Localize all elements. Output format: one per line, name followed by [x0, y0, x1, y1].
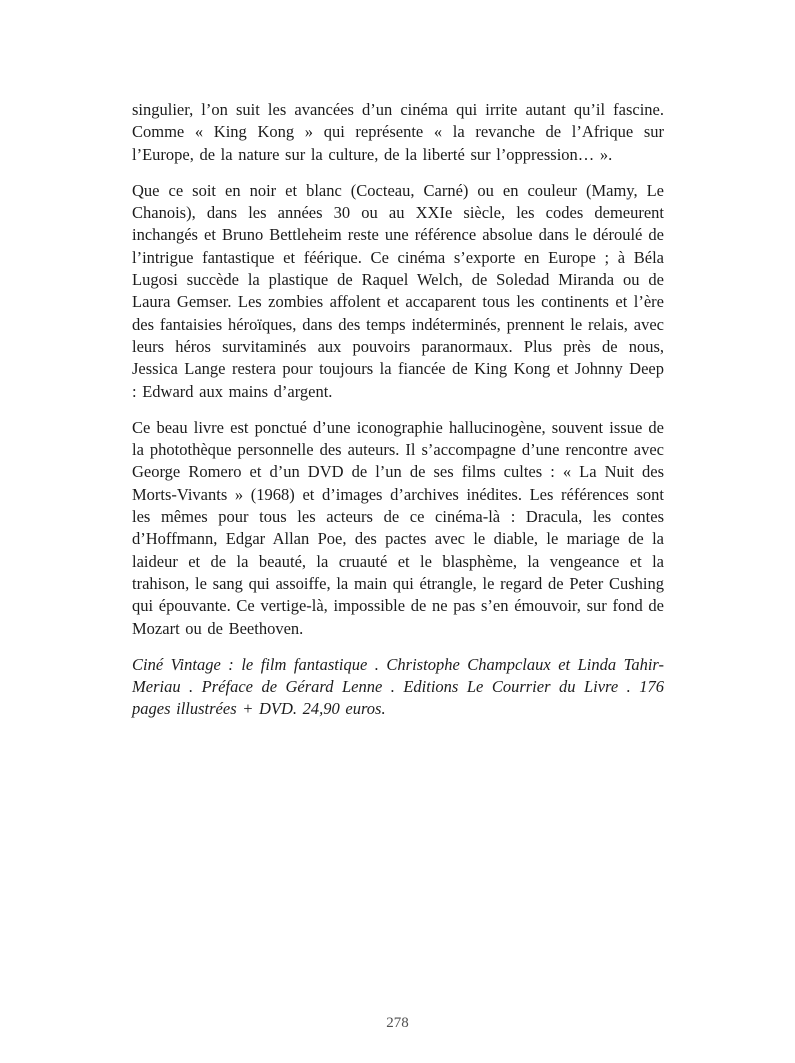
paragraph-intro: singulier, l’on suit les avancées d’un cinéma qui irrite autant qu’il fascine. Comme « King Kong » qui représente « la revanche de l’Afrique sur l’Europe, de la nature sur la culture, de la liberté sur l’oppression… ». — [132, 100, 664, 164]
book-reference-paragraph: Ciné Vintage : le film fantastique . Christophe Champclaux et Linda Tahir-Meriau . Préface de Gérard Lenne . Editions Le Courrier du Livre . 176 pages illustrées + DVD. 24,90 euros. — [132, 654, 664, 719]
paragraph-body-2: Ce beau livre est ponctué d’une iconographie hallucinogène, souvent issue de la photothèque personnelle des auteurs. Il s’accompagne d’une rencontre avec George Romero et d’un DVD de l’un de ses films cultes : « La Nuit des Morts-Vivants » (1968) et d’images d’archives inédites. Les références sont les mêmes pour tous les acteurs de ce cinéma-là : Dracula, les contes d’Hoffmann, Edgar Allan Poe, des pactes avec le diable, le mariage de la laideur et de la beauté, la cruauté et le blasphème, la vengeance et la trahison, le sang qui assoiffe, la main qui étrangle, le regard de Peter Cushing qui épouvante. Ce vertige-là, impossible de ne pas s’en émouvoir, sur fond de Mozart ou de Beethoven. — [132, 417, 664, 638]
paragraph-body-1: Que ce soit en noir et blanc (Cocteau, Carné) ou en couleur (Mamy, Le Chanois), dans les années 30 ou au XXIe siècle, les codes demeurent inchangés et Bruno Bettleheim reste une référence absolue dans le déroulé de l’intrigue fantastique et féérique. Ce cinéma s’exporte en Europe ; à Béla Lugosi succède la plastique de Raquel Welch, de Soledad Miranda ou de Laura Gemser. Les zombies affolent et accaparent tous les continents et l’ère des fantaisies héroïques, dans des temps indéterminés, prennent le relais, avec leurs héros survitaminés aux pouvoirs paranormaux. Plus près de nous, Jessica Lange restera pour toujours la fiancée de King Kong et Johnny Deep : Edward aux mains d’argent. — [132, 180, 664, 401]
text-column — [132, 99, 664, 735]
page-number: 278 — [386, 1015, 409, 1031]
